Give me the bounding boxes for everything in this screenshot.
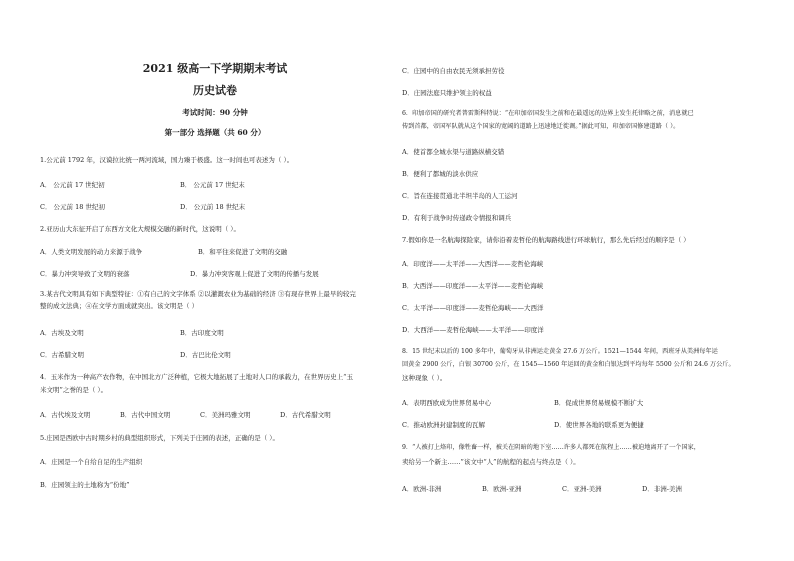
q9-option-d[interactable]: D．非洲-美洲 — [642, 485, 682, 493]
q7-option-a[interactable]: A．印度洋——太平洋——大西洋——麦哲伦海峡 — [402, 260, 544, 268]
question-4-stem: 4．玉米作为一种高产农作物，在中国北方广泛种植，它极大地拓展了土地对人口的承载力，在世界历史上“玉 — [40, 373, 353, 381]
q2-option-d[interactable]: D．暴力冲突客观上促进了文明的传播与发展 — [190, 270, 319, 278]
question-6-stem: 6．印加帝国的研究者普雷斯科特说：“在印加帝国发生之前和在最遥远的边界上发生托律略之前，消息就已 — [402, 110, 694, 117]
q9-option-a[interactable]: A．欧洲-非洲 — [402, 485, 442, 493]
question-8-stem: 8．15 世纪末以后的 100 多年中，葡萄牙从非洲运走黄金 27.6 万公斤。1521—1544 年间，西班牙从美洲每年运 — [402, 348, 718, 355]
q1-option-a[interactable]: A． 公元前 17 世纪初 — [40, 181, 105, 189]
q8-option-c[interactable]: C．推动欧洲封建制度的瓦解 — [402, 421, 485, 429]
question-7-stem: 7.假如你是一名航海探险家，请你沿着麦哲伦的航海路线进行环球航行，那么先后经过的顺序是（ ） — [402, 236, 690, 244]
q3-option-b[interactable]: B．古印度文明 — [180, 329, 224, 337]
question-6-stem-cont: 传到首都，帝国军队就从这个国家的宽阔的道路上迅速地迁徙调。”据此可知，印加帝国修建道路（ ）。 — [402, 123, 680, 130]
q3-option-d[interactable]: D．古巴比伦文明 — [180, 351, 231, 359]
q6-option-a[interactable]: A．使首都全城水渠与道路纵横交错 — [402, 148, 505, 156]
question-2-stem: 2.亚历山大东征开启了东西方文化大规模交融的新时代，这说明（ ）。 — [40, 225, 241, 233]
question-9-stem-cont: 卖给另一个新主……”该文中“人”的航程的起点与终点是（ ）。 — [402, 458, 580, 466]
question-1-stem: 1.公元前 1792 年，汉谟拉比统一两河流域，国力臻于极盛。这一时间也可表述为（ ）。 — [40, 156, 294, 164]
q6-option-c[interactable]: C．旨在连接贯通北半坦半岛的人工运河 — [402, 192, 518, 200]
question-5-stem: 5.庄园是西欧中古时期乡村的典型组织形式，下列关于庄园的表述，正确的是（ ）。 — [40, 434, 280, 442]
q9-option-c[interactable]: C．亚洲-美洲 — [562, 485, 602, 493]
q4-option-a[interactable]: A．古代埃及文明 — [40, 411, 91, 419]
q5-option-b[interactable]: B．庄园领主的土地称为“份地” — [40, 481, 130, 489]
q6-option-b[interactable]: B．便利了都城的淡水供应 — [402, 170, 479, 178]
q8-option-a[interactable]: A．表明西欧成为世界贸易中心 — [402, 399, 492, 407]
q3-option-c[interactable]: C．古希腊文明 — [40, 351, 84, 359]
question-9-stem: 9．“人被打上烙印，像牲畜一样，被关在阴暗的地下室……许多人都死在航程上……被迫地离开了一个国家， — [402, 444, 700, 451]
exam-subtitle: 历史试卷 — [193, 84, 237, 97]
q2-option-b[interactable]: B．和平往来促进了文明的交融 — [198, 248, 288, 256]
q7-option-c[interactable]: C．太平洋——印度洋——麦哲伦海峡——大西洋 — [402, 304, 544, 312]
question-4-stem-cont: 米文明”之誉的是（ ）。 — [40, 386, 108, 394]
exam-time: 考试时间：90 分钟 — [182, 108, 248, 117]
q4-option-d[interactable]: D．古代希腊文明 — [280, 411, 331, 419]
q6-option-d[interactable]: D．有利于战争时传递政令情报和调兵 — [402, 214, 512, 222]
exam-title: 2021 级高一下学期期末考试 — [142, 62, 288, 75]
q7-option-d[interactable]: D．大西洋——麦哲伦海峡——太平洋——印度洋 — [402, 326, 544, 334]
q5-option-a[interactable]: A．庄园是一个自给自足的生产组织 — [40, 458, 143, 466]
q8-option-b[interactable]: B．促成世界贸易规模不断扩大 — [554, 399, 644, 407]
q5-option-d[interactable]: D．庄园法庭只维护领主的权益 — [402, 89, 492, 97]
q1-option-c[interactable]: C． 公元前 18 世纪初 — [40, 203, 105, 211]
q1-option-b[interactable]: B． 公元前 17 世纪末 — [180, 181, 245, 189]
q2-option-c[interactable]: C．暴力冲突导致了文明的衰落 — [40, 270, 130, 278]
q4-option-c[interactable]: C．美洲玛雅文明 — [200, 411, 251, 419]
q5-option-c[interactable]: C．庄园中的自由农民无须承担劳役 — [402, 67, 505, 75]
q1-option-d[interactable]: D． 公元前 18 世纪末 — [180, 203, 246, 211]
q4-option-b[interactable]: B．古代中国文明 — [120, 411, 171, 419]
q3-option-a[interactable]: A．古埃及文明 — [40, 329, 84, 337]
q2-option-a[interactable]: A．人类文明发展的动力来源于战争 — [40, 248, 143, 256]
part-heading: 第一部分 选择题（共 60 分） — [164, 128, 266, 137]
q9-option-b[interactable]: B．欧洲-亚洲 — [482, 485, 522, 493]
question-3-stem-cont: 整的成文法典；④在文学方面成就突出。该文明是（ ） — [40, 302, 199, 310]
question-3-stem: 3.某古代文明具有如下典型特征：①有自己的文字体系 ②以灌溉农业为基础的经济 ③有现存世界上最早的较完 — [40, 290, 356, 298]
question-8-stem-cont2: 这种现象（ ）。 — [402, 374, 447, 382]
q7-option-b[interactable]: B．大西洋——印度洋——太平洋——麦哲伦海峡 — [402, 282, 544, 290]
question-8-stem-cont: 回黄金 2900 公斤，白银 30700 公斤，在 1545—1560 年运回的黄金和白银达到平均每年 5500 公斤和 24.6 万公斤。 — [402, 361, 735, 368]
q8-option-d[interactable]: D．使世界各地的联系更为便捷 — [554, 421, 644, 429]
